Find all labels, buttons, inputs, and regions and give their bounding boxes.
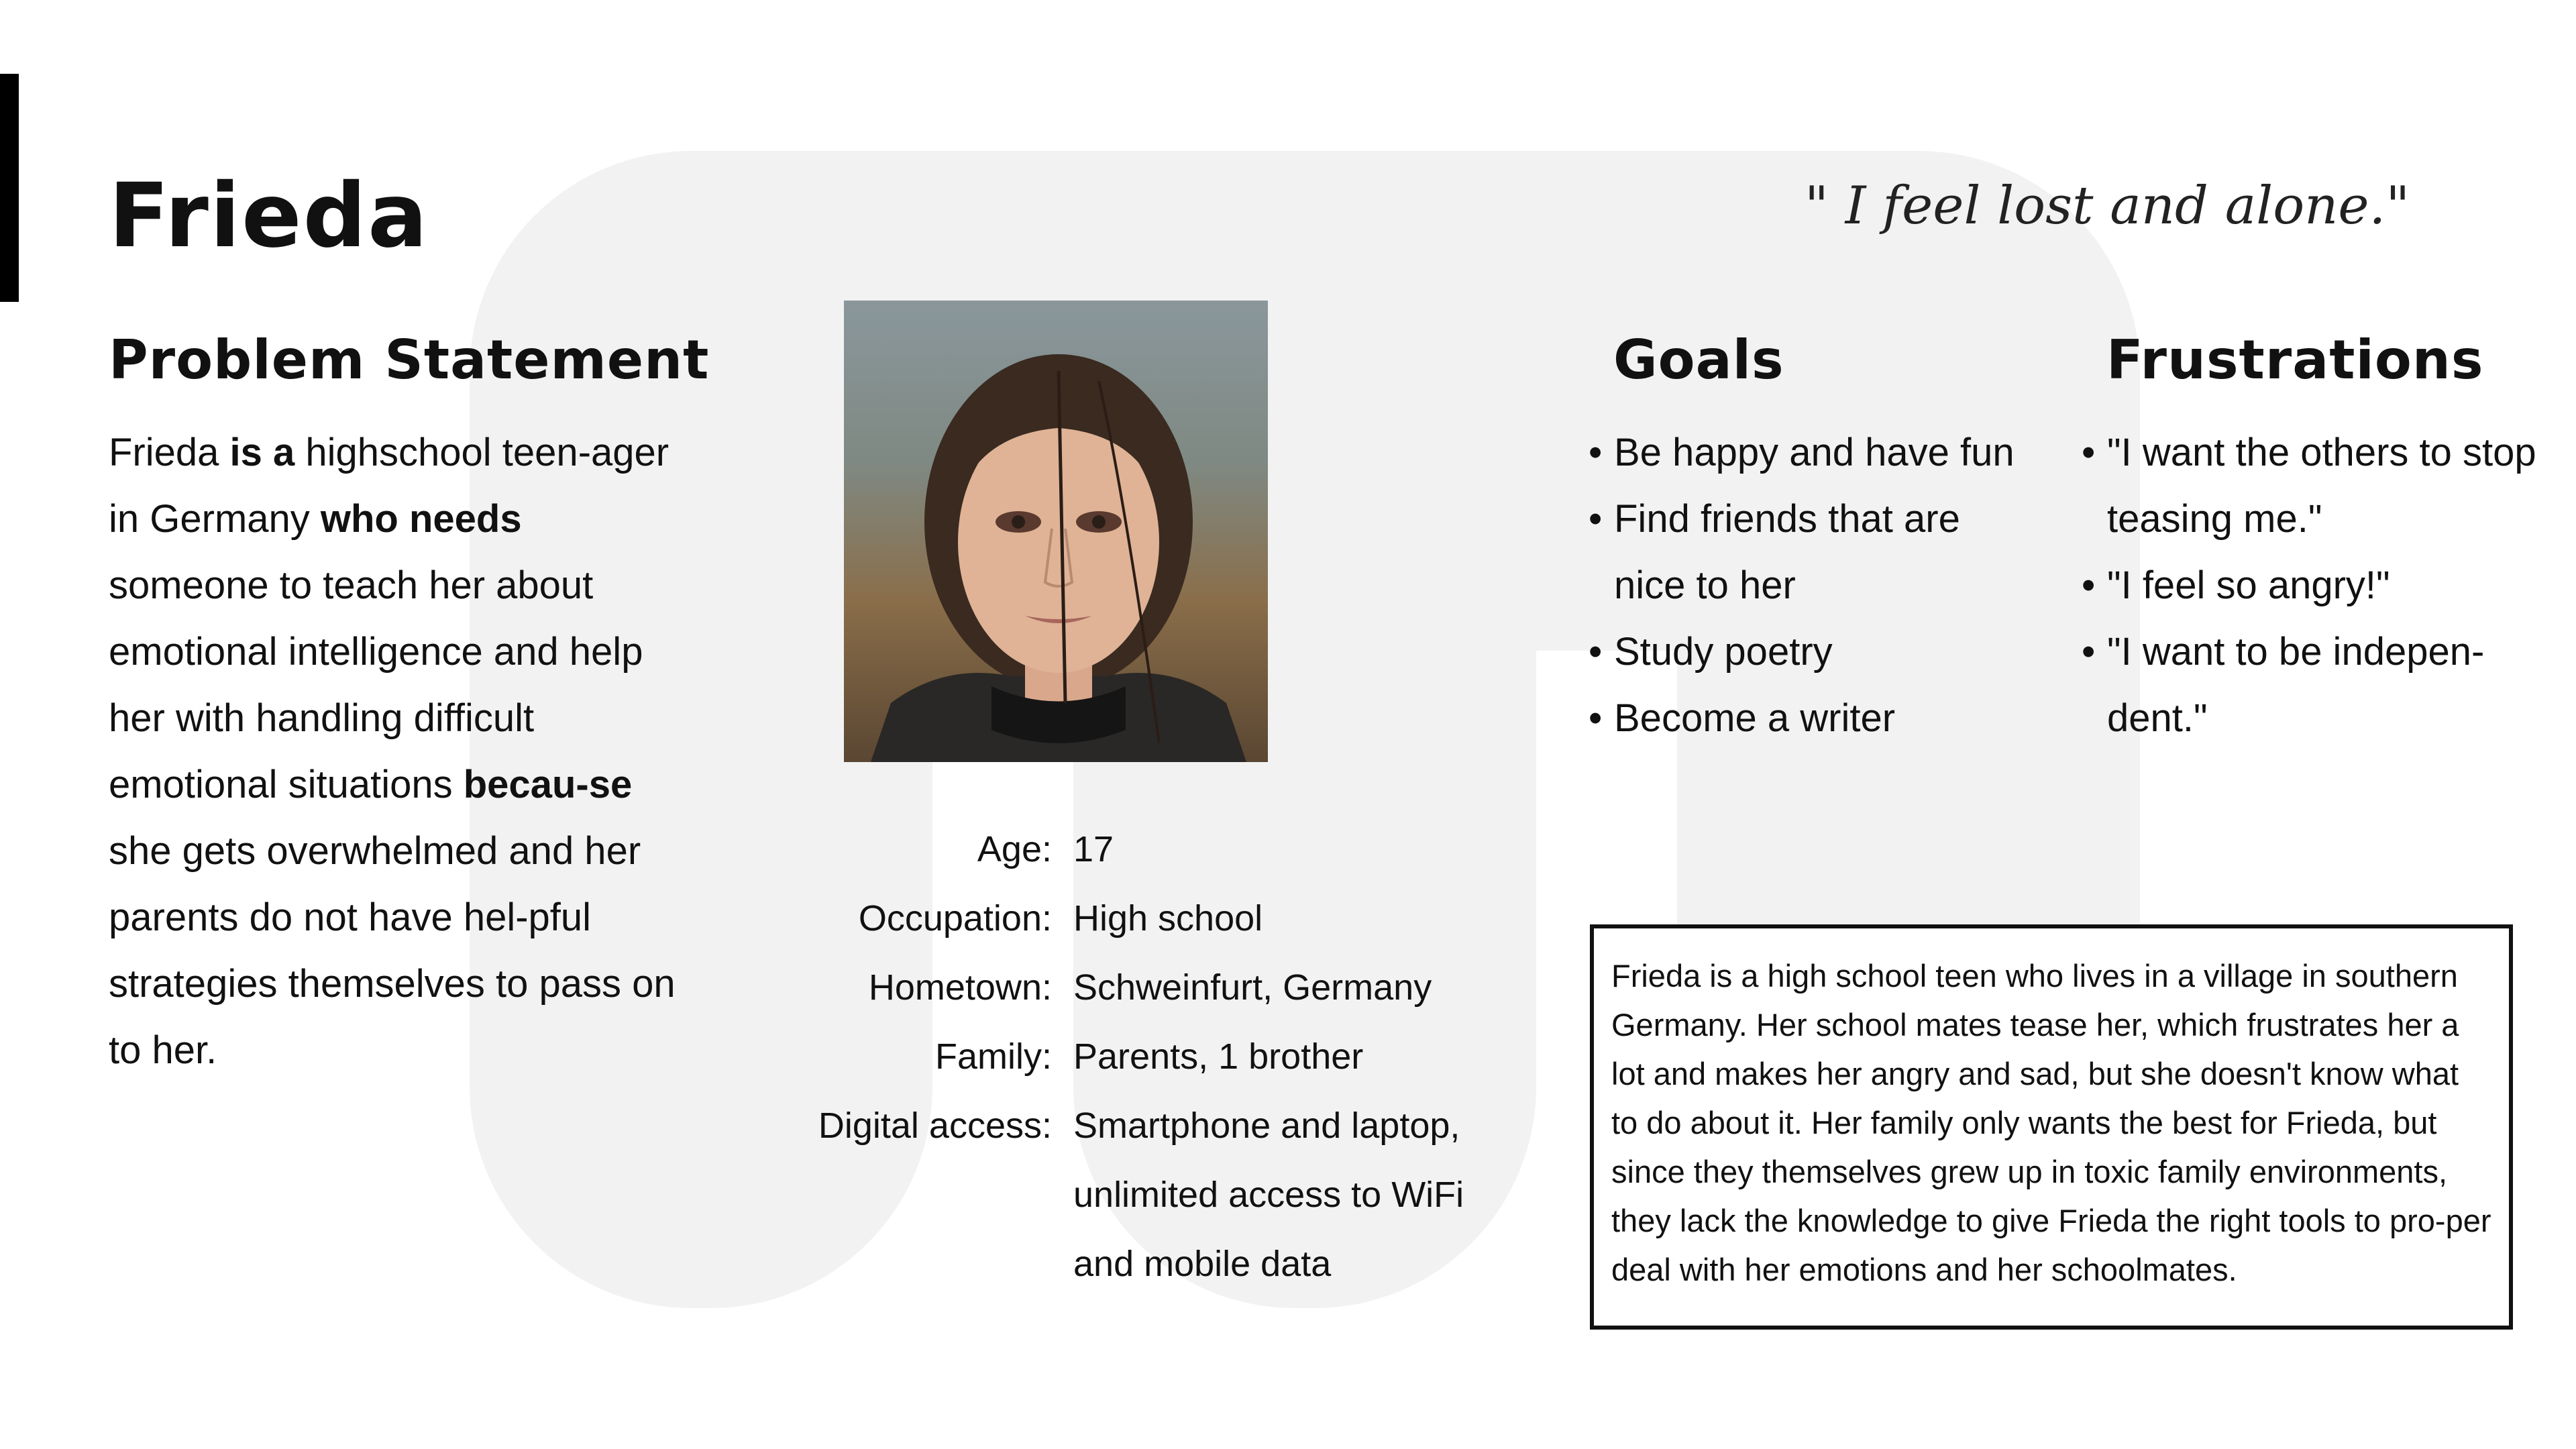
problem-statement-emphasis: who needs: [320, 497, 522, 541]
detail-row: [805, 884, 1543, 953]
detail-value: High school: [1073, 898, 1263, 938]
problem-statement-segment: highschool teen-ager in Germany: [109, 431, 669, 541]
detail-label: Hometown:: [868, 967, 1052, 1008]
detail-value: Smartphone and laptop, unlimited access to WiFi and mobile data: [1073, 1106, 1464, 1284]
goal-item: • Study poetry: [1589, 619, 2018, 685]
detail-value: Parents, 1 brother: [1073, 1036, 1364, 1077]
frustrations-list: [2082, 419, 2538, 751]
goals-title: Goals: [1613, 329, 1784, 391]
detail-label: Digital access:: [818, 1106, 1052, 1146]
problem-statement-segment: someone to teach her about emotional intelligence and help her with handling difficult emotional situations: [109, 564, 643, 806]
detail-row: [805, 1091, 1543, 1299]
detail-value: 17: [1073, 829, 1114, 869]
problem-statement-text: [109, 419, 686, 1083]
problem-statement-title: Problem Statement: [109, 329, 710, 391]
persona-name: Frieda: [109, 164, 429, 268]
detail-value: Schweinfurt, Germany: [1073, 967, 1432, 1008]
portrait-image: [844, 301, 1268, 762]
frustration-item: • "I feel so angry!": [2082, 552, 2538, 619]
detail-row: [805, 1022, 1543, 1091]
goal-item: • Become a writer: [1589, 685, 2018, 751]
detail-label: Occupation:: [858, 898, 1052, 938]
detail-label: Age:: [977, 829, 1052, 869]
persona-photo: [844, 301, 1268, 762]
problem-statement-emphasis: is a: [229, 431, 295, 474]
persona-quote: " I feel lost and alone.": [1805, 176, 2410, 236]
detail-row: [805, 815, 1543, 884]
problem-statement-segment: Frieda: [109, 431, 230, 474]
accent-bar: [0, 74, 19, 302]
problem-statement-emphasis: becau-se: [463, 763, 633, 806]
bio-box: Frieda is a high school teen who lives in a village in southern Germany. Her school mates tease her, which frustrates her a lot and makes her angry and sad, but she doesn't know what to do about it. Her family only wants the best for Frieda, but since they themselves grew up in toxic family environments, they lack the knowledge to give Frieda the right tools to pro-per deal with her emotions and her schoolmates.: [1590, 924, 2513, 1330]
goal-item: • Find friends that are nice to her: [1589, 486, 2018, 619]
problem-statement-segment: she gets overwhelmed and her parents do not have hel-pful strategies themselves to pass on to her.: [109, 829, 676, 1072]
detail-label: Family:: [935, 1036, 1052, 1077]
frustrations-title: Frustrations: [2106, 329, 2484, 391]
detail-row: [805, 953, 1543, 1022]
goal-item: • Be happy and have fun: [1589, 419, 2018, 486]
frustration-item: • "I want the others to stop teasing me.": [2082, 419, 2538, 552]
goals-list: [1589, 419, 2018, 751]
persona-details: [805, 815, 1543, 1299]
frustration-item: • "I want to be indepen-dent.": [2082, 619, 2538, 751]
